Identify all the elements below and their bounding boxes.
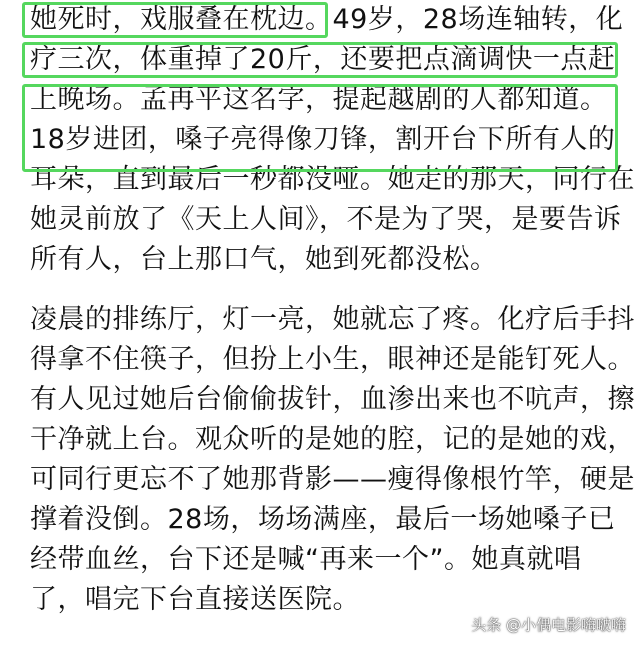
text-line-7: 所有人，台上那口气，她到死都没松。 — [30, 244, 498, 275]
text-line-1: 她死时，戏服叠在枕边。49岁，28场连轴转，化 — [30, 4, 624, 35]
text-line-4: 18岁进团，嗓子亮得像刀锋，割开台下所有人的 — [30, 124, 616, 155]
text-line-2: 疗三次，体重掉了20斤，还要把点滴调快一点赶 — [30, 44, 616, 75]
text-line-5: 耳朵，直到最后一秒都没哑。她走的那天，同行在 — [30, 164, 635, 195]
text-line-9: 得拿不住筷子，但扮上小生，眼神还是能钉死人。 — [30, 344, 635, 375]
text-line-6: 她灵前放了《天上人间》，不是为了哭，是要告诉 — [30, 204, 622, 235]
text-line-13: 撑着没倒。28场，场场满座，最后一场她嗓子已 — [30, 504, 616, 535]
text-line-3: 上晚场。孟再平这名字，提起越剧的人都知道。 — [30, 84, 608, 115]
watermark-text: 头条 @小偶电影嗨啵嗨 — [471, 616, 626, 634]
text-line-12: 可同行更忘不了她那背影——瘦得像根竹竿，硬是 — [30, 464, 635, 495]
text-line-15: 了，唱完下台直接送医院。 — [30, 584, 360, 615]
text-line-11: 干净就上台。观众听的是她的腔，记的是她的戏， — [30, 424, 635, 455]
text-line-14: 经带血丝，台下还是喊“再来一个”。她真就唱 — [30, 544, 582, 575]
text-line-8: 凌晨的排练厅，灯一亮，她就忘了疼。化疗后手抖 — [30, 304, 635, 335]
text-line-10: 有人见过她后台偷偷拔针，血渗出来也不吭声，擦 — [30, 384, 635, 415]
